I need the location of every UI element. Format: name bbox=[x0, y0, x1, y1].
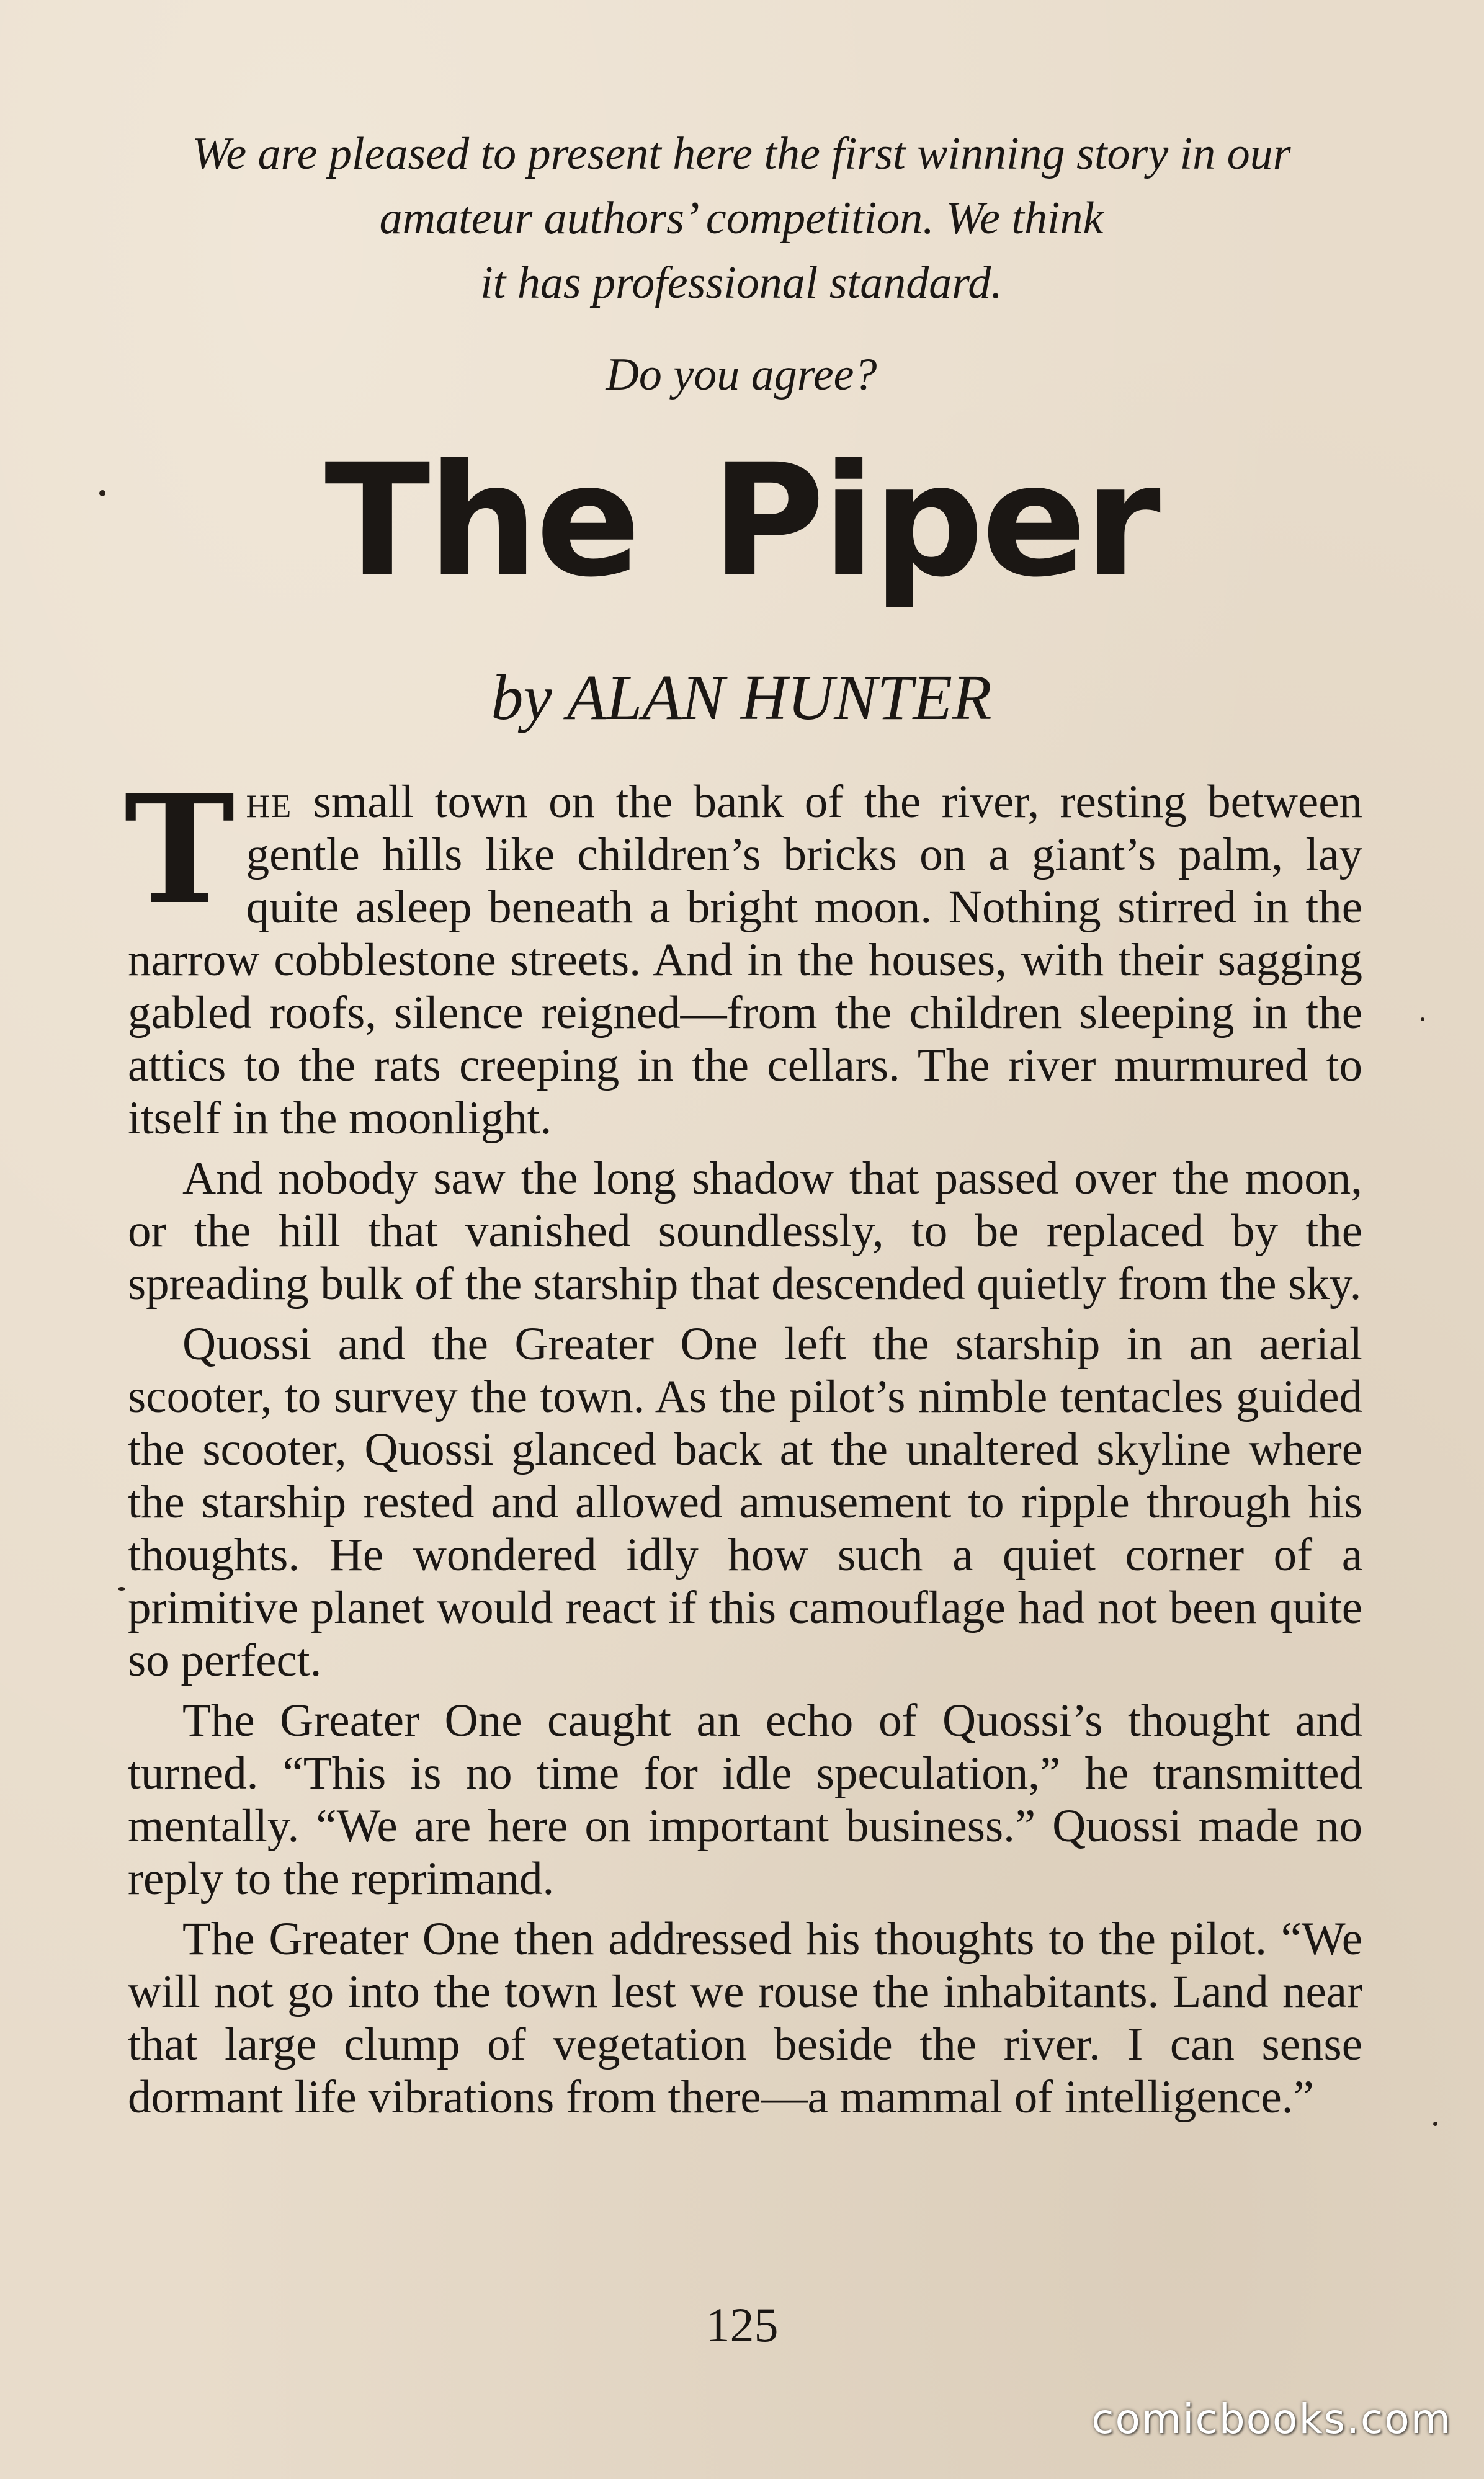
print-speck bbox=[118, 1587, 125, 1591]
editorial-intro bbox=[118, 122, 1365, 315]
intro-question-text: Do you agree? bbox=[606, 349, 877, 400]
intro-line: amateur authors’ competition. We think bbox=[379, 193, 1104, 244]
print-speck bbox=[99, 490, 105, 496]
page-number: 125 bbox=[705, 2298, 779, 2352]
site-watermark: comicbooks.com bbox=[1091, 2395, 1452, 2443]
story-paragraph: The Greater One caught an echo of Quossi’s thought and turned. “This is no time for idle speculation,” he transmitted mentally. “We are here on important business.” Quossi made no reply to the reprimand. bbox=[128, 1695, 1362, 1905]
story-title: The Piper bbox=[324, 431, 1158, 611]
drop-cap: T bbox=[124, 762, 235, 937]
story-byline: by ALAN HUNTER bbox=[491, 662, 992, 733]
paragraph-text: small town on the bank of the river, resting between gentle hills like children’s bricks on a giant’s palm, lay quite asleep beneath a bright moon. Nothing stirred in the narrow cobblestone streets. And in the houses, with their sagging gabled roofs, silence reigned—from the children sleeping in the attics to the rats creeping in the cellars. The river murmured to itself in the moonlight. bbox=[128, 776, 1362, 1144]
print-speck bbox=[1421, 1017, 1424, 1021]
intro-question bbox=[118, 342, 1365, 407]
print-speck bbox=[1433, 2122, 1437, 2126]
lead-smallcaps: he bbox=[246, 776, 293, 828]
story-body bbox=[124, 762, 1362, 2131]
story-paragraph bbox=[124, 762, 1362, 1145]
intro-line: it has professional standard. bbox=[480, 257, 1003, 308]
story-paragraph: And nobody saw the long shadow that passed over the moon, or the hill that vanished soundlessly, to be replaced by the spreading bulk of the starship that descended quietly from the sky. bbox=[128, 1153, 1362, 1310]
story-paragraph: The Greater One then addressed his thoughts to the pilot. “We will not go into the town lest we rouse the inhabitants. Land near that large clump of vegetation beside the river. I can sense dormant life vibrations from there—a mammal of intelligence.” bbox=[128, 1913, 1362, 2123]
story-paragraph: Quossi and the Greater One left the starship in an aerial scooter, to survey the town. As the pilot’s nimble tentacles guided the scooter, Quossi glanced back at the unaltered skyline where the starship rested and allowed amusement to ripple through his thoughts. He wondered idly how such a quiet corner of a primitive planet would react if this camouflage had not been quite so perfect. bbox=[128, 1318, 1362, 1686]
intro-line: We are pleased to present here the first winning story in our bbox=[192, 128, 1291, 179]
